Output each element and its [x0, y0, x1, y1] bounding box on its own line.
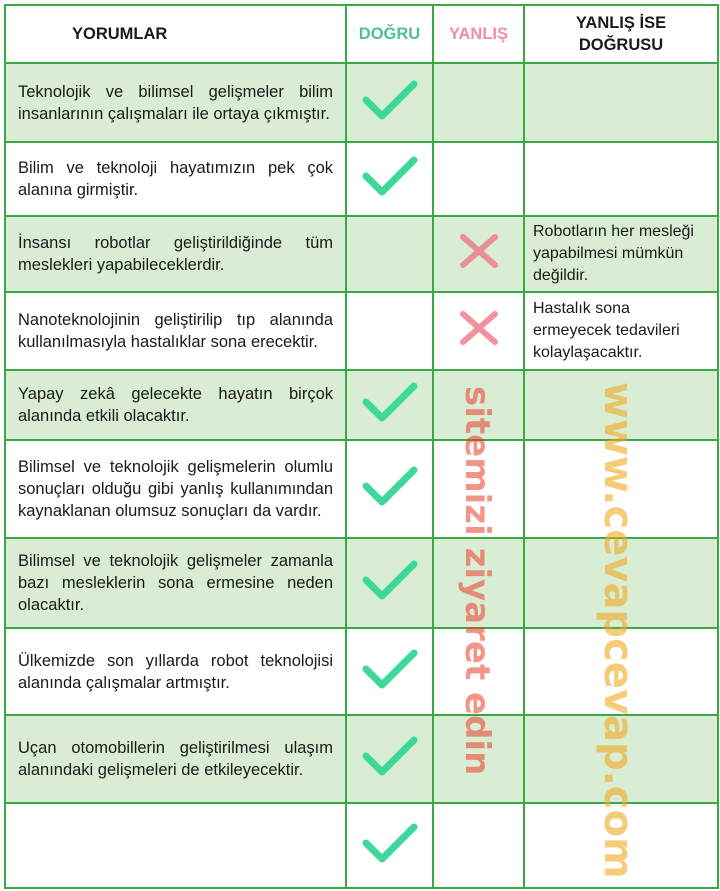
correction-cell	[524, 803, 718, 888]
false-cell	[433, 63, 524, 142]
watermark-site: www.cevapcevap.com	[595, 382, 641, 879]
correction-cell	[524, 538, 718, 628]
statement-cell: Bilim ve teknoloji hayatımızın pek çok alanına girmiştir.	[5, 142, 346, 216]
statement-cell: Yapay zekâ gelecekte hayatın birçok alanında etkili olacaktır.	[5, 370, 346, 440]
table-row	[5, 538, 718, 628]
true-cell	[346, 803, 433, 888]
correction-cell	[524, 370, 718, 440]
false-cell	[433, 370, 524, 440]
true-cell	[346, 628, 433, 715]
table-row	[5, 63, 718, 142]
header-row	[5, 5, 718, 63]
check-icon	[362, 821, 418, 871]
false-cell	[433, 803, 524, 888]
check-icon	[362, 380, 418, 430]
table-row	[5, 370, 718, 440]
statement-cell: Nanoteknolojinin geliştirilip tıp alanında kullanılmasıyla hastalıklar sona erecektir.	[5, 292, 346, 370]
correction-cell: Hastalık sona ermeyecek tedavileri kolaylaşacaktır.	[524, 292, 718, 370]
false-cell	[433, 216, 524, 292]
answers-table	[4, 4, 719, 889]
header-false: YANLIŞ	[433, 5, 524, 63]
false-cell	[433, 715, 524, 803]
correction-cell	[524, 63, 718, 142]
false-cell	[433, 440, 524, 538]
check-icon	[362, 558, 418, 608]
cross-icon	[457, 233, 501, 275]
table-row	[5, 628, 718, 715]
check-icon	[362, 78, 418, 128]
statement-cell: Bilimsel ve teknolojik gelişmelerin olumlu sonuçları olduğu gibi yanlış kullanımından kaynaklanan olumsuz sonuçları da vardır.	[5, 440, 346, 538]
header-statements: YORUMLAR	[5, 5, 346, 63]
true-cell	[346, 216, 433, 292]
true-cell	[346, 370, 433, 440]
statement-cell: Ülkemizde son yıllarda robot teknolojisi alanında çalışmalar artmıştır.	[5, 628, 346, 715]
table-row	[5, 292, 718, 370]
true-cell	[346, 142, 433, 216]
cross-icon	[457, 310, 501, 352]
check-icon	[362, 647, 418, 697]
true-cell	[346, 440, 433, 538]
correction-cell: Robotların her mesleği yapabilmesi mümkün değildir.	[524, 216, 718, 292]
correction-cell	[524, 440, 718, 538]
check-icon	[362, 734, 418, 784]
false-cell	[433, 292, 524, 370]
check-icon	[362, 154, 418, 204]
true-cell	[346, 715, 433, 803]
table-row	[5, 715, 718, 803]
check-icon	[362, 464, 418, 514]
correction-cell	[524, 628, 718, 715]
statement-cell	[5, 803, 346, 888]
header-correction: YANLIŞ İSE DOĞRUSU	[524, 5, 718, 63]
correction-cell	[524, 142, 718, 216]
false-cell	[433, 538, 524, 628]
table-row	[5, 803, 718, 888]
statement-cell: Bilimsel ve teknolojik gelişmeler zamanla bazı mesleklerin sona ermesine neden olacaktır.	[5, 538, 346, 628]
false-cell	[433, 142, 524, 216]
true-cell	[346, 538, 433, 628]
statement-cell: İnsansı robotlar geliştirildiğinde tüm meslekleri yapabileceklerdir.	[5, 216, 346, 292]
statement-cell: Teknolojik ve bilimsel gelişmeler bilim insanlarının çalışmaları ile ortaya çıkmıştır.	[5, 63, 346, 142]
statement-cell: Uçan otomobillerin geliştirilmesi ulaşım alanındaki gelişmeleri de etkileyecektir.	[5, 715, 346, 803]
correction-cell	[524, 715, 718, 803]
false-cell	[433, 628, 524, 715]
watermark-slogan: sitemizi ziyaret edin	[457, 386, 497, 776]
table-row	[5, 142, 718, 216]
true-cell	[346, 292, 433, 370]
table-row	[5, 440, 718, 538]
header-true: DOĞRU	[346, 5, 433, 63]
table-row	[5, 216, 718, 292]
true-cell	[346, 63, 433, 142]
